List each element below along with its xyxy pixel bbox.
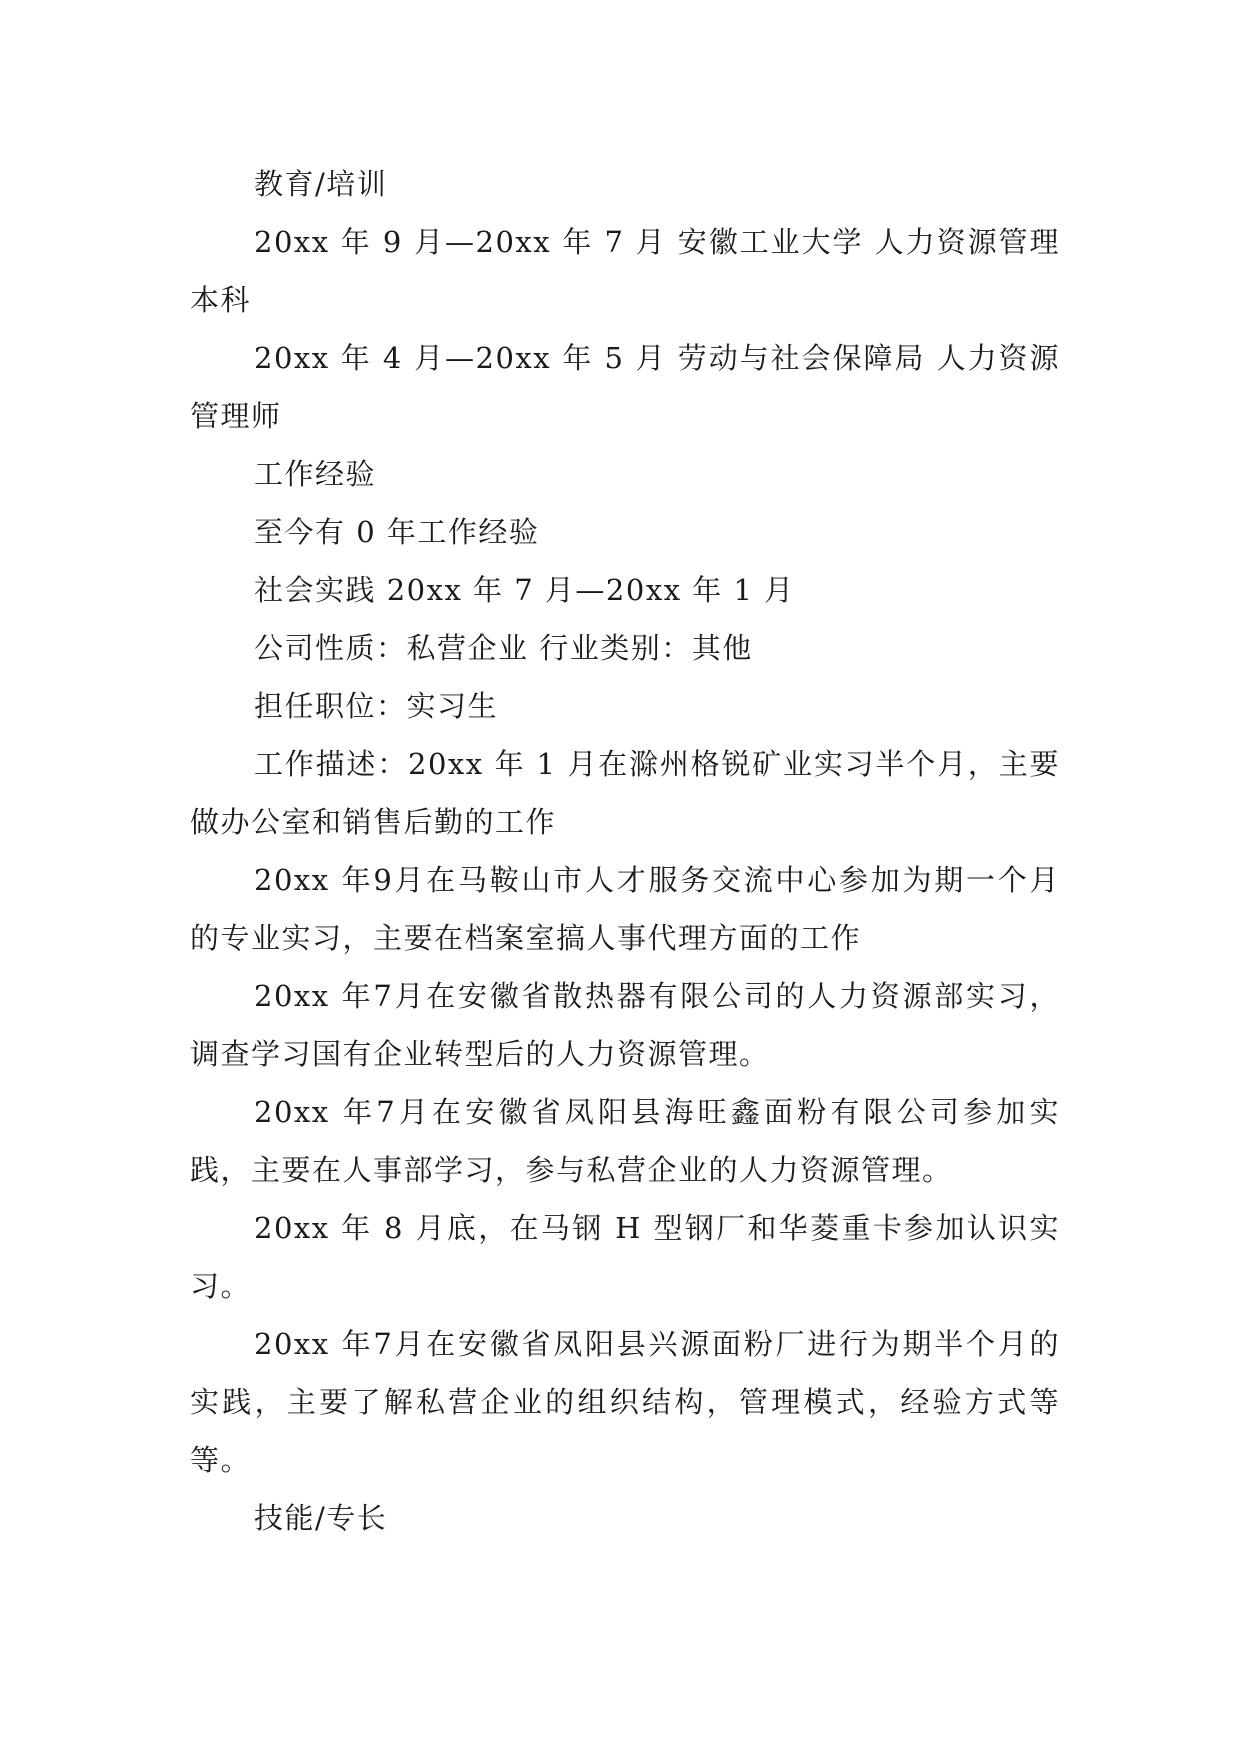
practice-entry-talent-center: 20xx 年9月在马鞍山市人才服务交流中心参加为期一个月的专业实习，主要在档案室搞人事代理方面的工作	[190, 863, 1060, 955]
education-entry-university: 20xx 年 9 月—20xx 年 7 月 安徽工业大学 人力资源管理 本科	[190, 225, 1060, 317]
work-description: 工作描述：20xx 年 1 月在滁州格锐矿业实习半个月，主要做办公室和销售后勤的工作	[190, 747, 1060, 839]
company-info: 公司性质：私营企业 行业类别：其他	[254, 631, 753, 665]
document-body	[190, 155, 1060, 1547]
practice-entry-flour-mill: 20xx 年7月在安徽省凤阳县兴源面粉厂进行为期半个月的实践，主要了解私营企业的组织结构，管理模式，经验方式等等。	[190, 1327, 1060, 1477]
heading-education: 教育/培训	[254, 167, 388, 201]
education-entry-certification: 20xx 年 4 月—20xx 年 5 月 劳动与社会保障局 人力资源管理师	[190, 341, 1060, 433]
practice-entry-flour-company: 20xx 年7月在安徽省凤阳县海旺鑫面粉有限公司参加实践，主要在人事部学习，参与私营企业的人力资源管理。	[190, 1095, 1060, 1187]
practice-entry-steel-plant: 20xx 年 8 月底，在马钢 H 型钢厂和华菱重卡参加认识实习。	[190, 1211, 1060, 1303]
practice-entry-radiator-company: 20xx 年7月在安徽省散热器有限公司的人力资源部实习，调查学习国有企业转型后的人力资源管理。	[190, 979, 1060, 1071]
position-held: 担任职位：实习生	[254, 689, 499, 723]
social-practice-period: 社会实践 20xx 年 7 月—20xx 年 1 月	[254, 573, 795, 607]
work-experience-years: 至今有 0 年工作经验	[254, 515, 540, 549]
heading-work-experience: 工作经验	[254, 457, 377, 491]
heading-skills: 技能/专长	[254, 1501, 388, 1535]
